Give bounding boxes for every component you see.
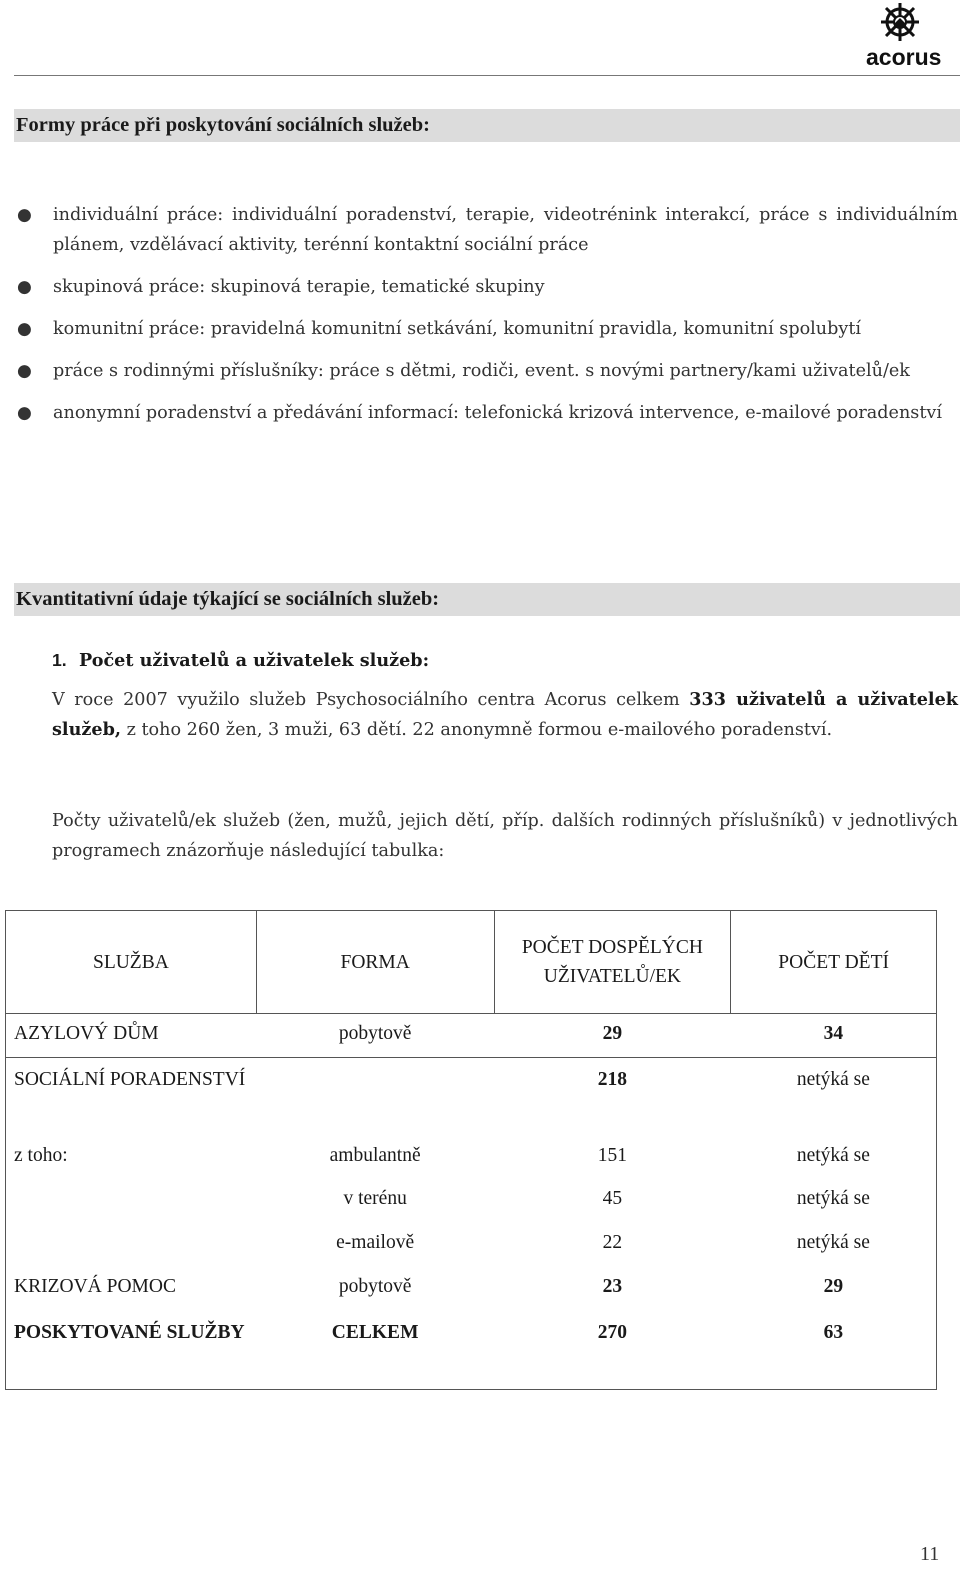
- list-item: ● individuální práce: individuální poradenství, terapie, videotrénink interakcí, práce s individuálním plánem, vzdělávací aktivity, terénní kontaktní sociální práce: [14, 200, 958, 260]
- cell-service: [6, 1178, 257, 1222]
- cell-form: pobytově: [256, 1014, 494, 1058]
- cell-form: CELKEM: [331, 1321, 419, 1343]
- table-row: [6, 1222, 937, 1266]
- bullet-icon: ●: [17, 277, 32, 297]
- cell-service: [6, 1222, 257, 1266]
- cell-children: netýká se: [731, 1058, 937, 1134]
- table-row: [6, 1014, 937, 1058]
- page-number: 11: [920, 1543, 940, 1565]
- header-form: FORMA: [256, 911, 494, 1014]
- cell-form: pobytově: [338, 1275, 412, 1297]
- table-row: [6, 1312, 937, 1390]
- cell-adults: 22: [602, 1231, 623, 1253]
- cell-form: ambulantně: [329, 1144, 421, 1166]
- bullet-icon: ●: [17, 319, 32, 339]
- cell-service: AZYLOVÝ DŮM: [6, 1014, 257, 1058]
- list-item: ● skupinová práce: skupinová terapie, tematické skupiny: [14, 272, 958, 302]
- cell-children: netýká se: [796, 1231, 870, 1253]
- cell-adults: 23: [602, 1275, 623, 1297]
- logo-text: acorus: [866, 44, 942, 70]
- section-title-quantitative: Kvantitativní údaje týkající se sociálních služeb:: [14, 583, 960, 616]
- table-row: [6, 1058, 937, 1134]
- users-summary-paragraph: V roce 2007 využilo služeb Psychosociálního centra Acorus celkem 333 uživatelů a uživatelek služeb, z toho 260 žen, 3 muži, 63 dětí. 22 anonymně formou e-mailového poradenství.: [52, 689, 958, 740]
- cell-adults: 218: [494, 1058, 731, 1134]
- cell-service: z toho:: [14, 1144, 68, 1166]
- cell-form: e-mailově: [336, 1231, 415, 1253]
- table-intro-paragraph: Počty uživatelů/ek služeb (žen, mužů, jejich dětí, příp. dalších rodinných příslušníků) v jednotlivých programech znázorňuje následující tabulka:: [52, 811, 958, 861]
- list-item: ● komunitní práce: pravidelná komunitní setkávání, komunitní pravidla, komunitní spolubytí: [14, 314, 958, 344]
- cell-children: netýká se: [796, 1144, 870, 1166]
- table-header-row: [6, 911, 937, 1014]
- header-divider: [14, 75, 960, 76]
- subsection-heading: 1. Počet uživatelů a uživatelek služeb:: [52, 650, 430, 671]
- forms-list: [14, 200, 958, 440]
- table-row: [6, 1134, 937, 1178]
- cell-adults: 45: [602, 1187, 623, 1209]
- cell-form: v terénu: [343, 1187, 407, 1209]
- bullet-icon: ●: [17, 361, 32, 381]
- table-row: [6, 1266, 937, 1312]
- cell-children: 63: [823, 1321, 844, 1343]
- cell-children: netýká se: [796, 1187, 870, 1209]
- header-child-count: POČET DĚTÍ: [731, 911, 937, 1014]
- cell-service: POSKYTOVANÉ SLUŽBY: [14, 1321, 245, 1343]
- cell-adults: 270: [597, 1321, 628, 1343]
- list-item: ● práce s rodinnými příslušníky: práce s dětmi, rodiči, event. s novými partnery/kami uživatelů/ek: [14, 356, 958, 386]
- table-row: [6, 1178, 937, 1222]
- list-item: ● anonymní poradenství a předávání informací: telefonická krizová intervence, e-mailové poradenství: [14, 398, 958, 428]
- cell-service: KRIZOVÁ POMOC: [14, 1275, 176, 1297]
- cell-form: [256, 1058, 494, 1134]
- header-adult-count: POČET DOSPĚLÝCH UŽIVATELŮ/EK: [494, 911, 731, 1014]
- cell-adults: 151: [597, 1144, 628, 1166]
- cell-service: SOCIÁLNÍ PORADENSTVÍ: [6, 1058, 257, 1134]
- section-title-forms: Formy práce při poskytování sociálních služeb:: [14, 109, 960, 142]
- header-service: SLUŽBA: [6, 911, 257, 1014]
- bullet-icon: ●: [17, 403, 32, 423]
- services-table: [5, 910, 937, 1390]
- cell-children: 29: [823, 1275, 844, 1297]
- cell-children: 34: [731, 1014, 937, 1058]
- cell-adults: 29: [494, 1014, 731, 1058]
- bullet-icon: ●: [17, 205, 32, 225]
